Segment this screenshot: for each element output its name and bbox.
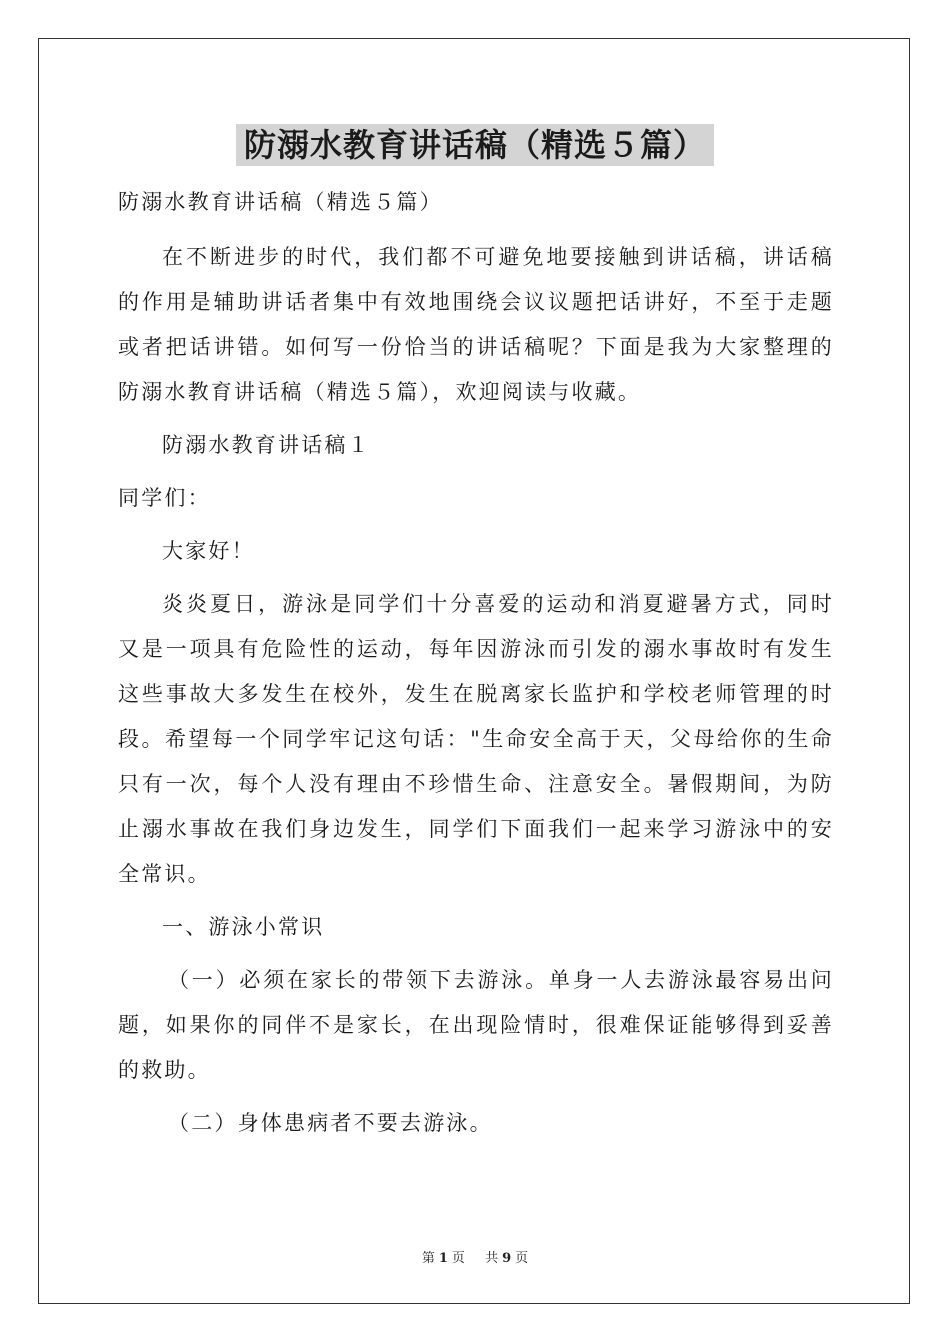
hello-line: 大家好！ bbox=[162, 539, 255, 563]
page-footer bbox=[0, 1247, 950, 1266]
page-total: 9 bbox=[502, 1251, 512, 1266]
intro-paragraph: 在不断进步的时代，我们都不可避免地要接触到讲话稿，讲话稿的作用是辅助讲话者集中有效地围绕会议议题把话讲好，不至于走题或者把话讲错。如何写一份恰当的讲话稿呢？下面是我为大家整理的防溺水教育讲话稿（精选５篇），欢迎阅读与收藏。 bbox=[118, 245, 834, 404]
page-total-label: 共 9 页 bbox=[485, 1251, 529, 1266]
document-body bbox=[118, 180, 834, 1146]
list-item-2: （二）身体患病者不要去游泳。 bbox=[168, 1111, 493, 1135]
section-heading-1: 一、游泳小常识 bbox=[162, 915, 325, 939]
list-item-1: （一）必须在家长的带领下去游泳。单身一人去游泳最容易出问题，如果你的同伴不是家长，在出现险情时，很难保证能够得到妥善的救助。 bbox=[118, 968, 834, 1082]
title-container bbox=[0, 124, 950, 166]
subtitle-line: 防溺水教育讲话稿（精选５篇） bbox=[118, 190, 443, 214]
document-title: 防溺水教育讲话稿（精选５篇） bbox=[236, 124, 714, 166]
speech-heading-1: 防溺水教育讲话稿１ bbox=[162, 433, 371, 457]
page-current: 1 bbox=[438, 1251, 448, 1266]
page-number-label: 第 1 页 bbox=[421, 1251, 465, 1266]
greeting-line: 同学们： bbox=[118, 486, 211, 510]
body-paragraph-1: 炎炎夏日，游泳是同学们十分喜爱的运动和消夏避暑方式，同时又是一项具有危险性的运动，每年因游泳而引发的溺水事故时有发生这些事故大多发生在校外，发生在脱离家长监护和学校老师管理的时段。希望每一个同学牢记这句话："生命安全高于天，父母给你的生命只有一次，每个人没有理由不珍惜生命、注意安全。暑假期间，为防止溺水事故在我们身边发生，同学们下面我们一起来学习游泳中的安全常识。 bbox=[118, 592, 834, 886]
